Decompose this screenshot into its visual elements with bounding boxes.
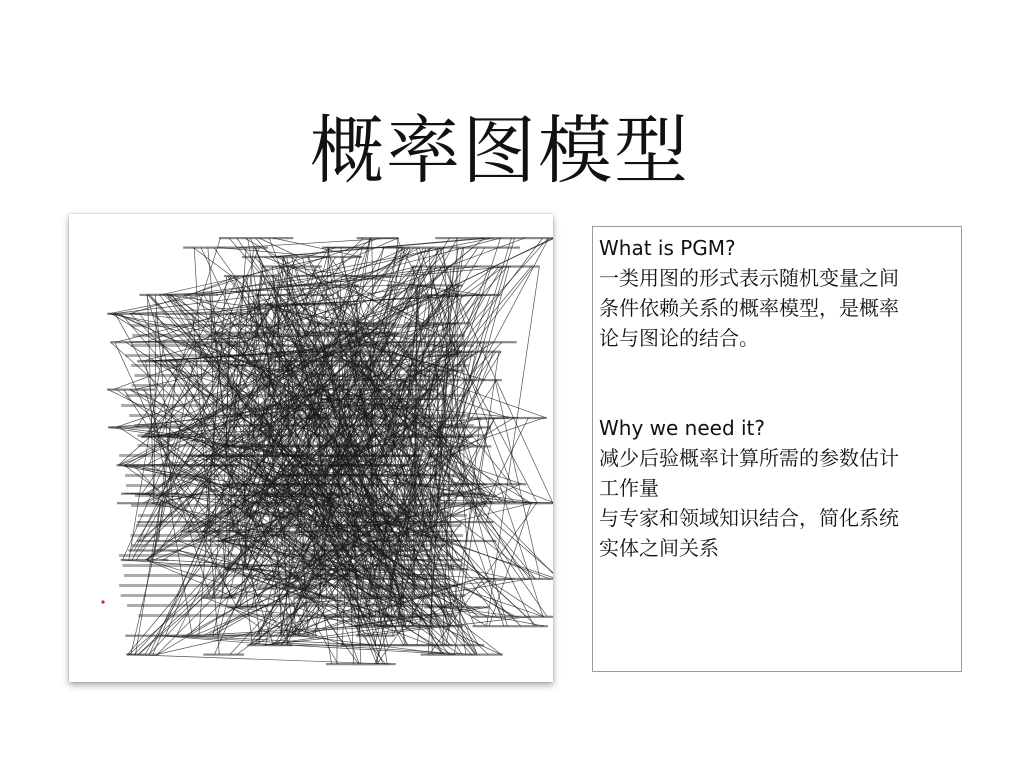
graph-node-label — [356, 635, 394, 637]
answer-line: 一类用图的形式表示随机变量之间 — [599, 266, 899, 290]
graph-marker — [101, 600, 104, 603]
answer-line: 减少后验概率计算所需的参数估计 — [599, 446, 899, 470]
network-graph-icon — [69, 214, 553, 682]
question-why: Why we need it? — [599, 416, 766, 440]
graph-edges — [108, 238, 553, 664]
graph-node-label — [473, 625, 548, 627]
answer-line: 与专家和领域知识结合，简化系统 — [599, 506, 899, 530]
text-box — [592, 226, 962, 672]
question-what: What is PGM? — [599, 236, 736, 260]
graph-network-image — [69, 214, 553, 682]
slide-title: 概率图模型 — [310, 108, 690, 194]
answer-line: 条件依赖关系的概率模型，是概率 — [599, 296, 899, 320]
spacer — [599, 353, 961, 413]
answer-line: 实体之间关系 — [599, 536, 719, 560]
answer-line: 论与图论的结合。 — [599, 326, 759, 350]
answer-line: 工作量 — [599, 476, 659, 500]
